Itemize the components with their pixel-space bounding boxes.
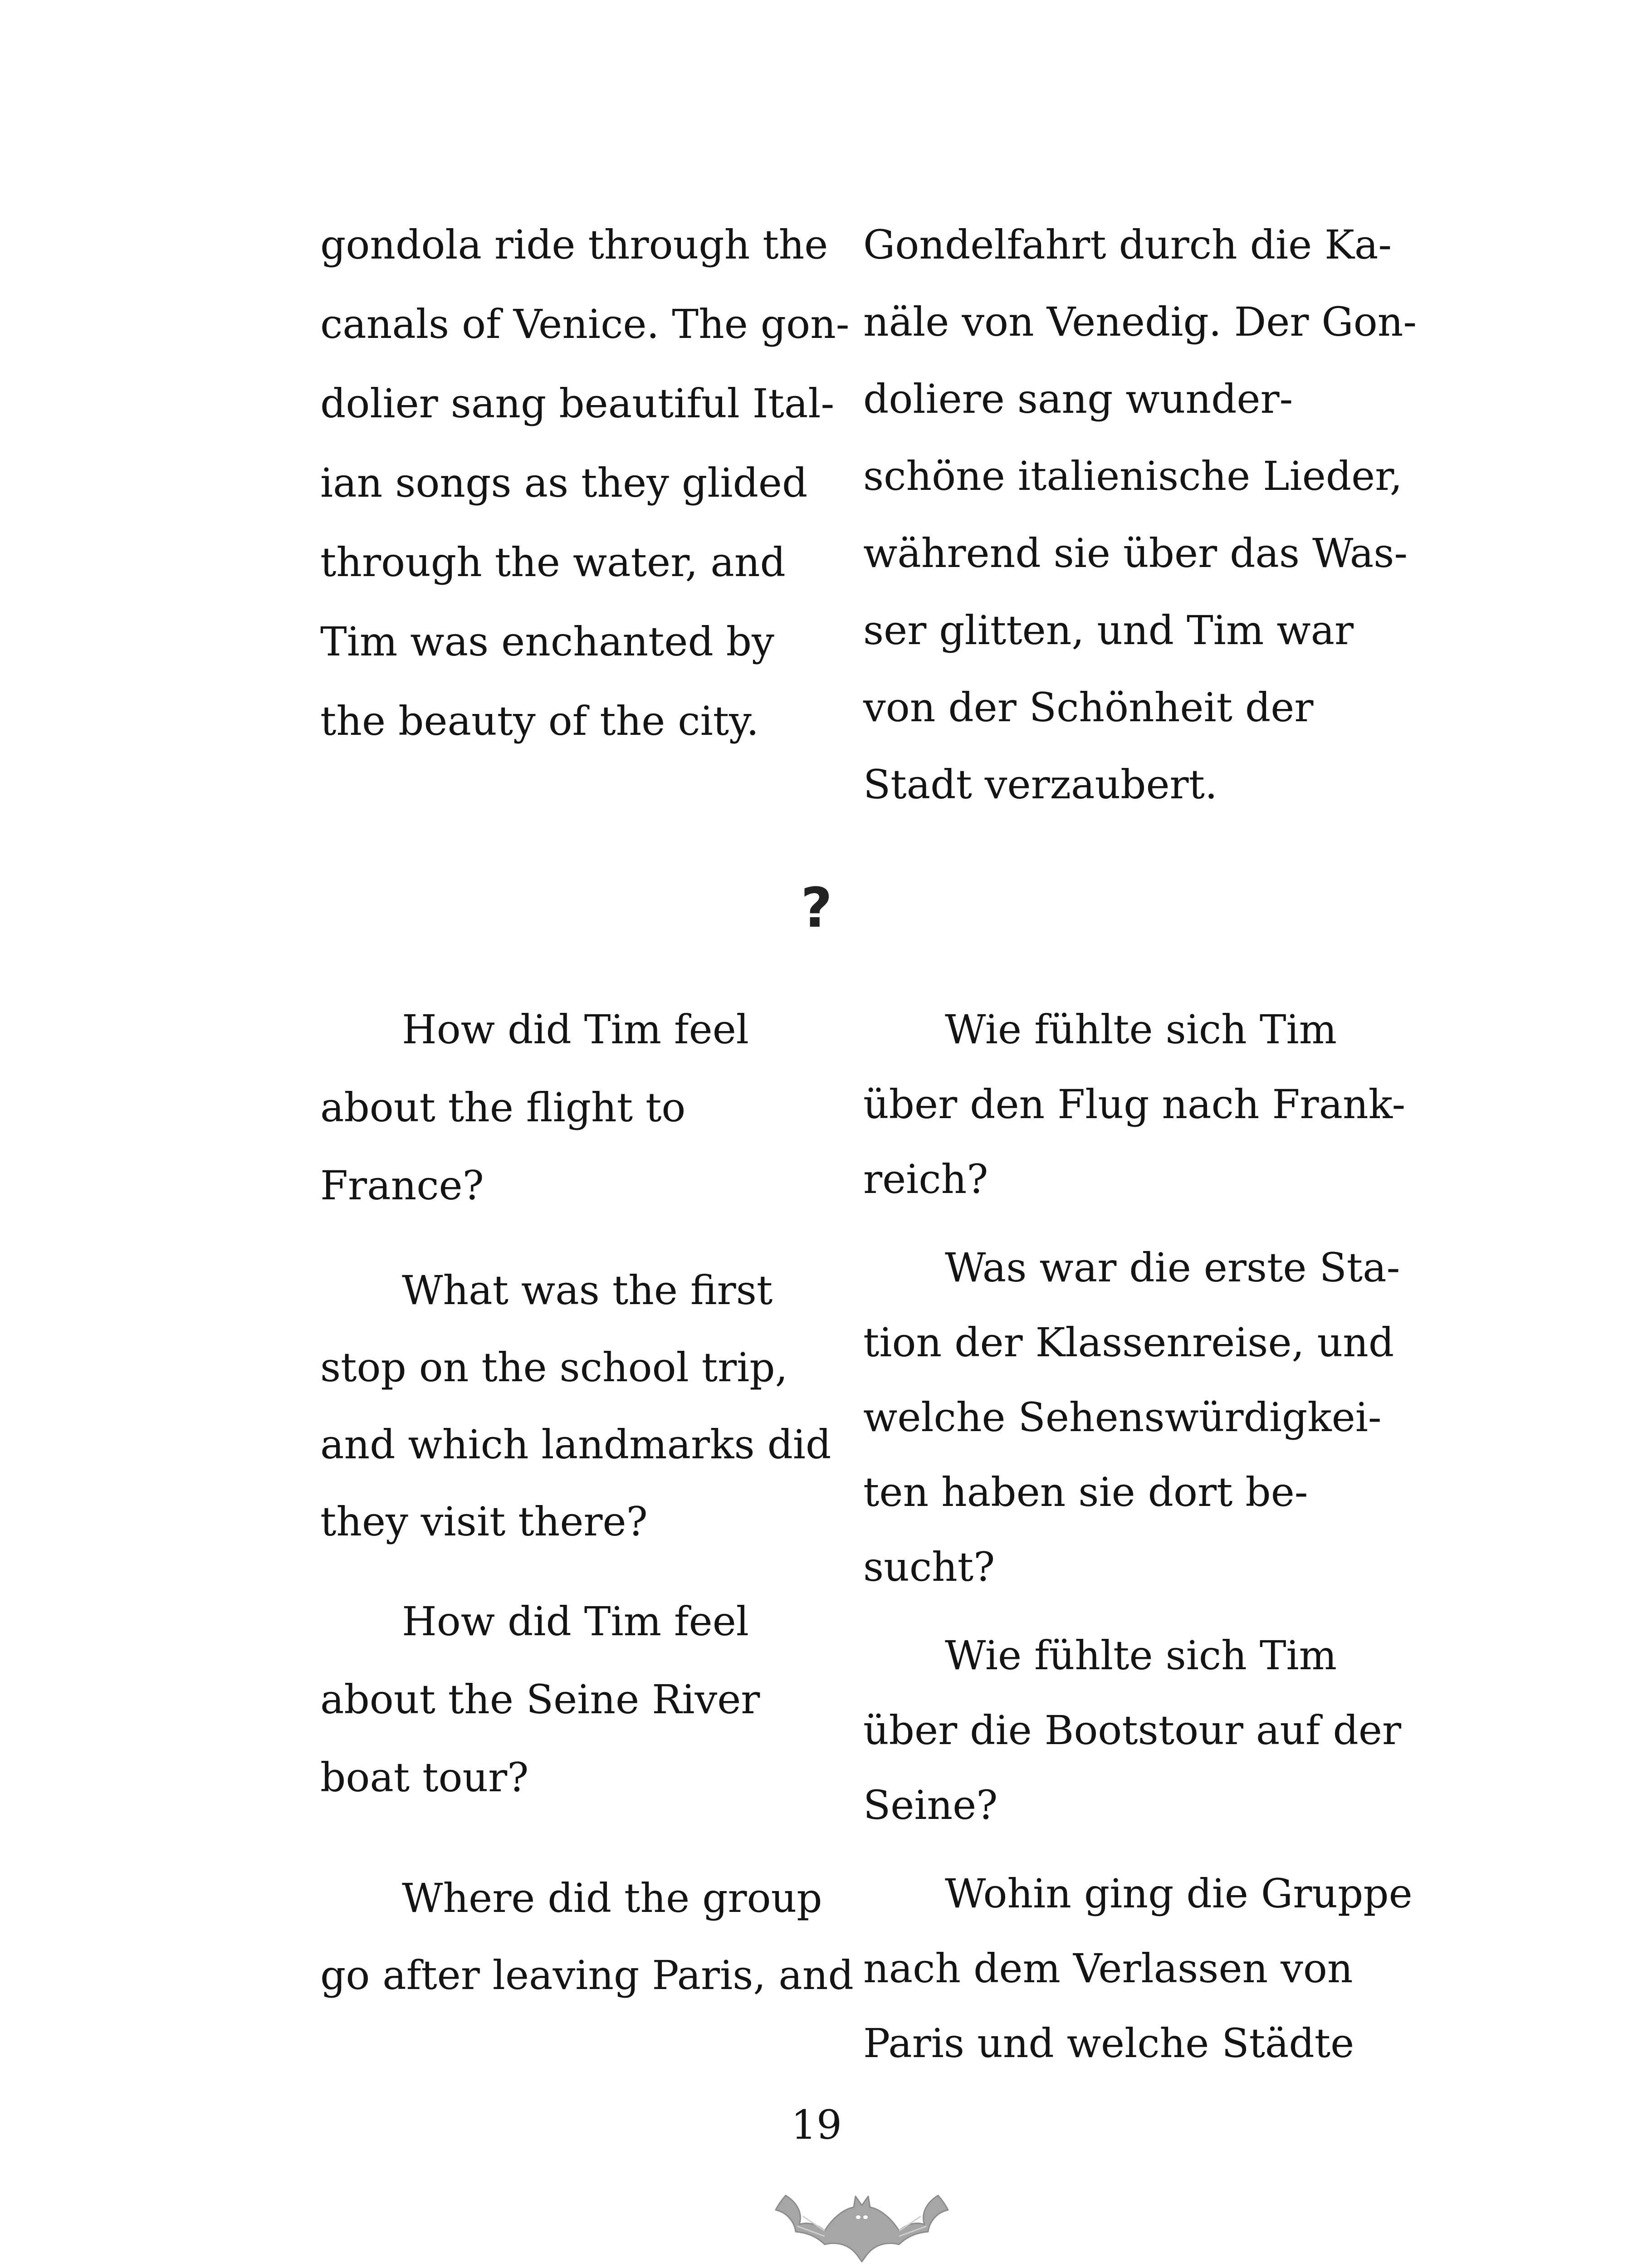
question-de-3-line: über die Bootstour auf der	[863, 1707, 1402, 1754]
question-en-2-line: What was the first	[402, 1267, 773, 1314]
question-de-1-line: reich?	[863, 1156, 988, 1202]
question-en-2-line: and which landmarks did	[320, 1421, 831, 1468]
story-line-en: dolier sang beautiful Ital-	[320, 380, 835, 427]
question-de-2-line: welche Sehenswürdigkei-	[863, 1394, 1382, 1441]
question-mark-separator: ?	[801, 877, 832, 940]
question-de-2-line: sucht?	[863, 1544, 995, 1590]
question-en-1-line: about the flight to	[320, 1084, 686, 1131]
story-line-de: Stadt verzaubert.	[863, 761, 1217, 808]
question-de-3-line: Seine?	[863, 1782, 998, 1828]
story-line-en: canals of Venice. The gon-	[320, 301, 850, 347]
story-line-de: während sie über das Was-	[863, 530, 1408, 577]
bat-logo-icon	[771, 2173, 953, 2263]
story-line-en: ian songs as they glided	[320, 459, 808, 506]
story-line-en: gondola ride through the	[320, 221, 828, 268]
question-de-2-line: ten haben sie dort be-	[863, 1469, 1308, 1515]
question-en-2-line: stop on the school trip,	[320, 1344, 788, 1391]
question-de-4-line: nach dem Verlassen von	[863, 1945, 1353, 1992]
question-de-1-line: über den Flug nach Frank-	[863, 1081, 1406, 1128]
question-en-2-line: they visit there?	[320, 1498, 648, 1545]
question-en-3-line: How did Tim feel	[402, 1598, 749, 1645]
story-line-en: the beauty of the city.	[320, 698, 759, 744]
story-line-de: von der Schönheit der	[863, 684, 1314, 731]
question-de-4-line: Paris und welche Städte	[863, 2020, 1354, 2067]
story-line-de: schöne italienische Lieder,	[863, 453, 1403, 499]
question-de-3-line: Wie fühlte sich Tim	[945, 1632, 1337, 1679]
story-line-de: Gondelfahrt durch die Ka-	[863, 221, 1392, 268]
question-de-2-line: Was war die erste Sta-	[945, 1244, 1400, 1291]
question-de-4-line: Wohin ging die Gruppe	[945, 1870, 1413, 1917]
story-line-de: ser glitten, und Tim war	[863, 607, 1354, 654]
question-en-3-line: boat tour?	[320, 1754, 529, 1801]
story-line-en: Tim was enchanted by	[320, 618, 774, 665]
question-en-4-line: go after leaving Paris, and	[320, 1952, 854, 1999]
question-en-1-line: France?	[320, 1162, 484, 1209]
question-de-1-line: Wie fühlte sich Tim	[945, 1006, 1337, 1053]
story-line-de: doliere sang wunder-	[863, 376, 1293, 422]
question-en-4-line: Where did the group	[402, 1875, 822, 1921]
question-de-2-line: tion der Klassenreise, und	[863, 1319, 1394, 1366]
story-line-de: näle von Venedig. Der Gon-	[863, 298, 1417, 345]
story-line-en: through the water, and	[320, 539, 786, 586]
question-en-3-line: about the Seine River	[320, 1676, 760, 1723]
question-en-1-line: How did Tim feel	[402, 1006, 749, 1053]
page-number: 19	[791, 2102, 842, 2148]
